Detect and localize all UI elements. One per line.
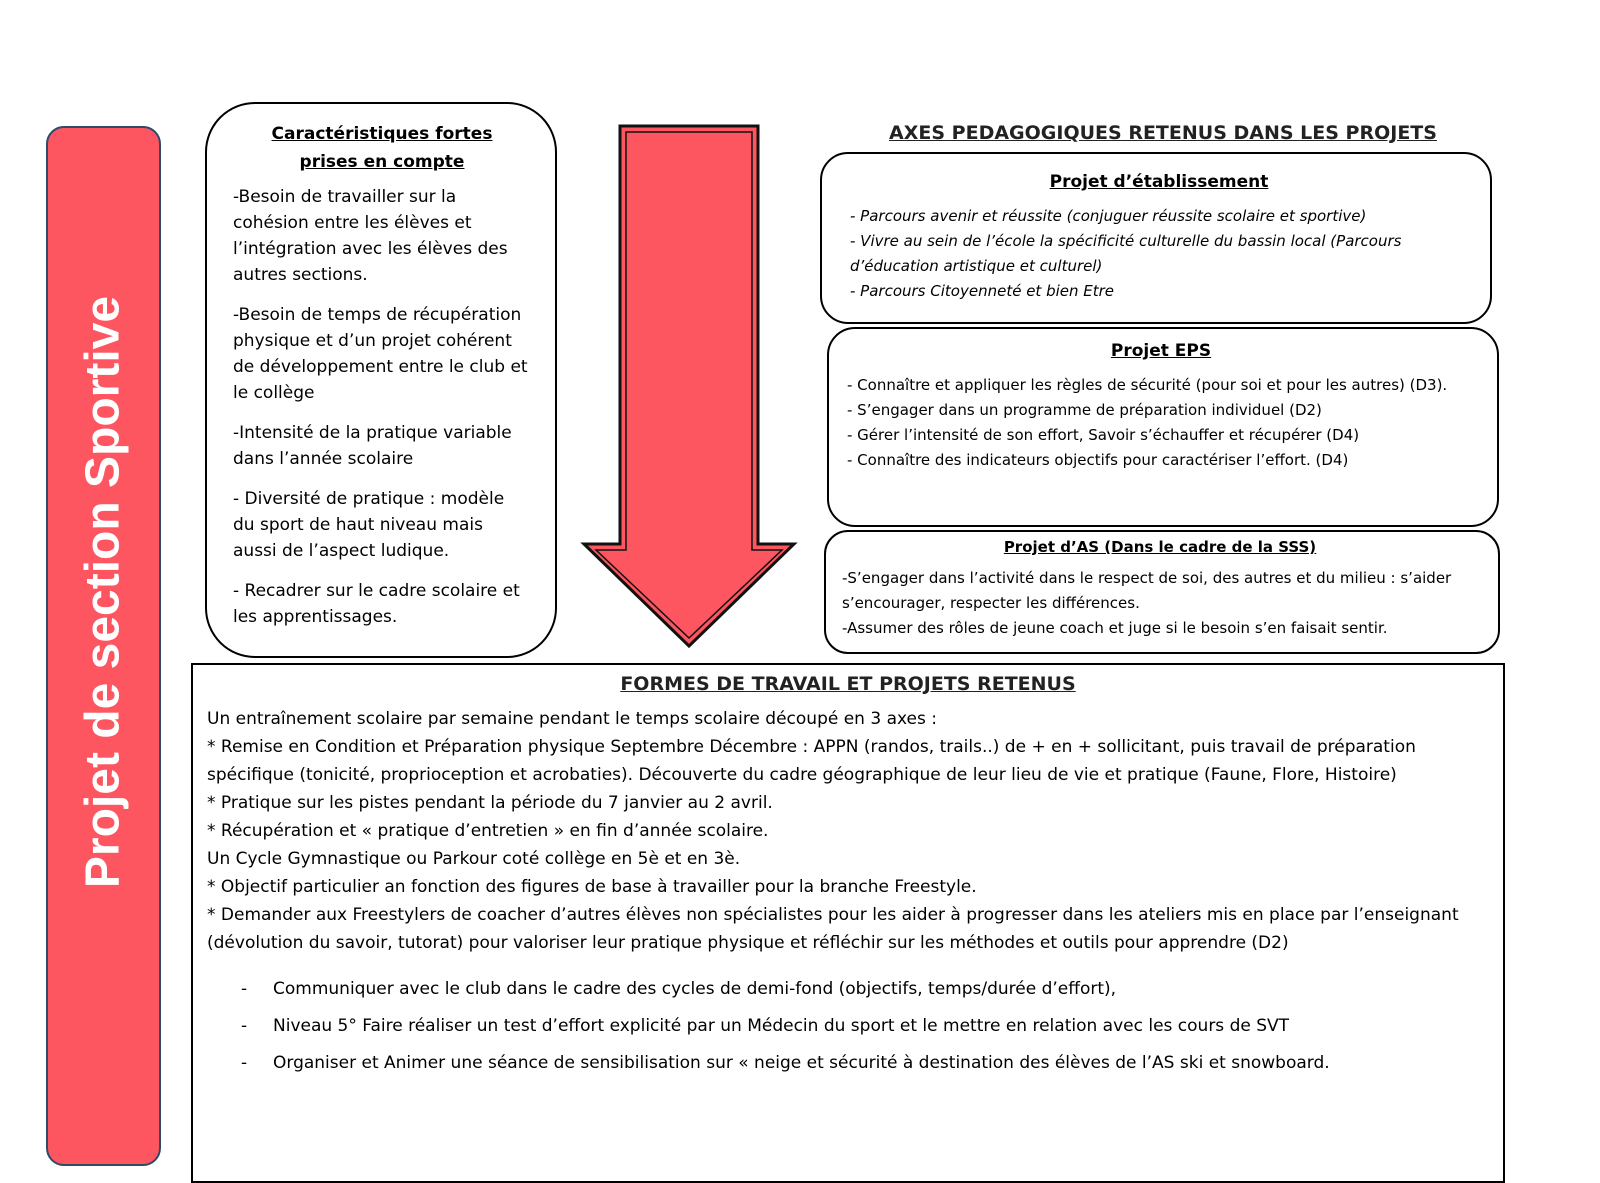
bullet-text: Communiquer avec le club dans le cadre des cycles de demi-fond (objectifs, temps/durée d’effort),: [273, 979, 1117, 999]
bullet-marker: -: [241, 979, 248, 999]
projet-eps-line: - Connaître et appliquer les règles de sécurité (pour soi et pour les autres) (D3).: [847, 376, 1448, 394]
bullet-marker: -: [241, 1053, 248, 1073]
projet-eps-line: - S’engager dans un programme de préparation individuel (D2): [847, 401, 1322, 419]
formes-line: * Remise en Condition et Préparation physique Septembre Décembre : APPN (randos, trails..) de + en + sollicitant, puis travail de préparation spécifique (tonicité, proprioception et acrobaties). Découverte du cadre géographique de leur lieu de vie et pratique (Faune, Flore, Histoire): [207, 737, 1416, 785]
bullet-text: Organiser et Animer une séance de sensibilisation sur « neige et sécurité à destination des élèves de l’AS ski et snowboard.: [273, 1053, 1330, 1073]
bullet-text: Niveau 5° Faire réaliser un test d’effort explicité par un Médecin du sport et le mettre en relation avec les cours de SVT: [273, 1016, 1290, 1036]
projet-eps-line: - Gérer l’intensité de son effort, Savoir s’échauffer et récupérer (D4): [847, 426, 1360, 444]
formes-line: Un entraînement scolaire par semaine pendant le temps scolaire découpé en 3 axes :: [207, 709, 937, 729]
formes-line: Un Cycle Gymnastique ou Parkour coté collège en 5è et en 3è.: [207, 849, 741, 869]
projet-etablissement-line: - Parcours Citoyenneté et bien Etre: [850, 282, 1115, 300]
projet-as-line: -Assumer des rôles de jeune coach et juge si le besoin s’en faisait sentir.: [842, 619, 1388, 637]
projet-as-box: [824, 530, 1500, 654]
projet-as-title: Projet d’AS (Dans le cadre de la SSS): [1003, 538, 1317, 556]
caracteristiques-box: [205, 102, 557, 658]
projet-eps-box: [827, 327, 1499, 527]
list-item: [207, 971, 1489, 1008]
formes-line: * Objectif particulier an fonction des figures de base à travailler pour la branche Freestyle.: [207, 877, 977, 897]
formes-line: * Demander aux Freestylers de coacher d’autres élèves non spécialistes pour les aider à progresser dans les ateliers mis en place par l’enseignant (dévolution du savoir, tutorat) pour valoriser leur pratique physique et réfléchir sur les méthodes et outils pour apprendre (D2): [207, 905, 1459, 953]
projet-etablissement-line: - Vivre au sein de l’école la spécificité culturelle du bassin local (Parcours d’éducation artistique et culturel): [850, 232, 1402, 275]
projet-as-line: -S’engager dans l’activité dans le respect de soi, des autres et du milieu : s’aider s’encourager, respecter les différences.: [842, 569, 1452, 612]
bullet-marker: -: [241, 1016, 248, 1036]
projet-etablissement-title: Projet d’établissement: [1049, 172, 1269, 192]
formes-line: * Pratique sur les pistes pendant la période du 7 janvier au 2 avril.: [207, 793, 773, 813]
formes-line: * Récupération et « pratique d’entretien » en fin d’année scolaire.: [207, 821, 769, 841]
formes-bullet-list: [207, 971, 1489, 1082]
caracteristique-item: - Recadrer sur le cadre scolaire et les apprentissages.: [233, 581, 520, 627]
caracteristique-item: -Intensité de la pratique variable dans l’année scolaire: [233, 423, 512, 469]
caracteristique-item: -Besoin de travailler sur la cohésion entre les élèves et l’intégration avec les élèves des autres sections.: [233, 187, 508, 285]
projet-etablissement-box: [820, 152, 1492, 324]
formes-title: FORMES DE TRAVAIL ET PROJETS RETENUS: [620, 673, 1076, 695]
projet-eps-line: - Connaître des indicateurs objectifs pour caractériser l’effort. (D4): [847, 451, 1349, 469]
projet-etablissement-line: - Parcours avenir et réussite (conjuguer réussite scolaire et sportive): [850, 207, 1367, 225]
list-item: [207, 1045, 1489, 1082]
down-arrow-icon: [580, 124, 798, 650]
projet-eps-title: Projet EPS: [1110, 341, 1212, 361]
list-item: [207, 1008, 1489, 1045]
caracteristique-item: - Diversité de pratique : modèle du sport de haut niveau mais aussi de l’aspect ludique.: [233, 489, 505, 561]
sidebar-title: Projet de section Sportive: [76, 295, 130, 889]
axes-heading: AXES PEDAGOGIQUES RETENUS DANS LES PROJETS: [889, 122, 1437, 144]
formes-box: [191, 663, 1505, 1183]
caracteristiques-title: Caractéristiques fortes prises en compte: [271, 124, 493, 172]
caracteristique-item: -Besoin de temps de récupération physique et d’un projet cohérent de développement entre le club et le collège: [233, 305, 528, 403]
